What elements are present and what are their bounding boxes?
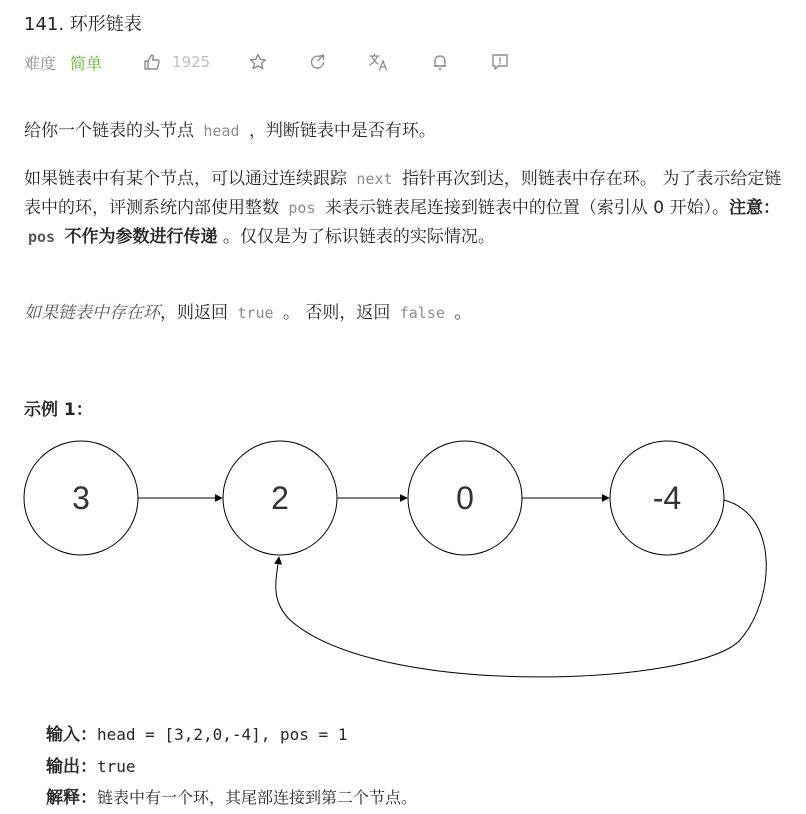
inline-code-false: false [399,304,445,322]
bell-icon [430,52,450,72]
desc-text: ，判断链表中是否有环。 [248,121,436,141]
description-paragraph-3 [24,299,784,328]
translate-icon [368,52,390,72]
like-button[interactable] [142,52,162,72]
output-value: true [97,757,136,776]
inline-code-pos: pos [288,199,316,217]
favorite-button[interactable] [248,52,268,72]
thumbs-up-icon [142,52,162,72]
desc-text: 指针再次到达，则链表中存在环。 为了表示给定链表中的环，评测系统内部使用整数 [24,169,782,218]
example-output [46,755,136,779]
input-value: head = [3,2,0,-4], pos = 1 [97,725,348,744]
problem-meta-bar [24,48,510,76]
star-icon [248,52,268,72]
desc-text: 。 [454,303,472,323]
description-paragraph-1 [24,117,784,146]
like-count: 1925 [172,53,211,71]
desc-text: 。仅仅是为了标识链表的实际情况。 [222,227,495,247]
explain-value: 链表中有一个环，其尾部连接到第二个节点。 [97,788,418,807]
share-icon [308,52,328,72]
list-node-value: 3 [72,480,90,516]
inline-code-pos-bold: pos [28,228,56,246]
desc-emphasis: 如果链表中存在环 [24,303,160,323]
difficulty-badge: 简单 [70,53,103,73]
example-input [46,723,347,747]
notify-button[interactable] [430,52,450,72]
example-explanation [46,786,417,810]
desc-text: ，则返回 [160,303,228,323]
desc-text: 来表示链表尾连接到链表中的位置（索引从 0 开始）。 [324,198,730,218]
inline-code-true: true [237,304,274,322]
desc-text: 给你一个链表的头节点 [24,121,194,141]
list-node-value: 2 [271,480,289,516]
example-1-title: 示例 1： [24,400,93,420]
description-paragraph-2 [24,165,784,252]
desc-text: 如果链表中有某个节点，可以通过连续跟踪 [24,169,347,189]
input-label: 输入： [46,725,97,745]
difficulty-label: 难度 [24,53,57,73]
list-node-value: -4 [652,480,682,516]
explain-label: 解释： [46,788,97,808]
feedback-icon [490,52,510,72]
inline-code-next: next [356,170,393,188]
share-button[interactable] [308,52,328,72]
list-node-value: 0 [456,480,474,516]
note-label: 注意： [729,198,781,218]
feedback-button[interactable] [490,52,510,72]
linked-list-diagram [0,430,806,690]
inline-code-head: head [203,122,240,140]
desc-text: 。 否则，返回 [282,303,391,323]
translate-button[interactable] [368,52,390,72]
note-emphasis: 不作为参数进行传递 [64,227,218,247]
output-label: 输出： [46,757,97,777]
problem-title: 141. 环形链表 [24,14,142,35]
